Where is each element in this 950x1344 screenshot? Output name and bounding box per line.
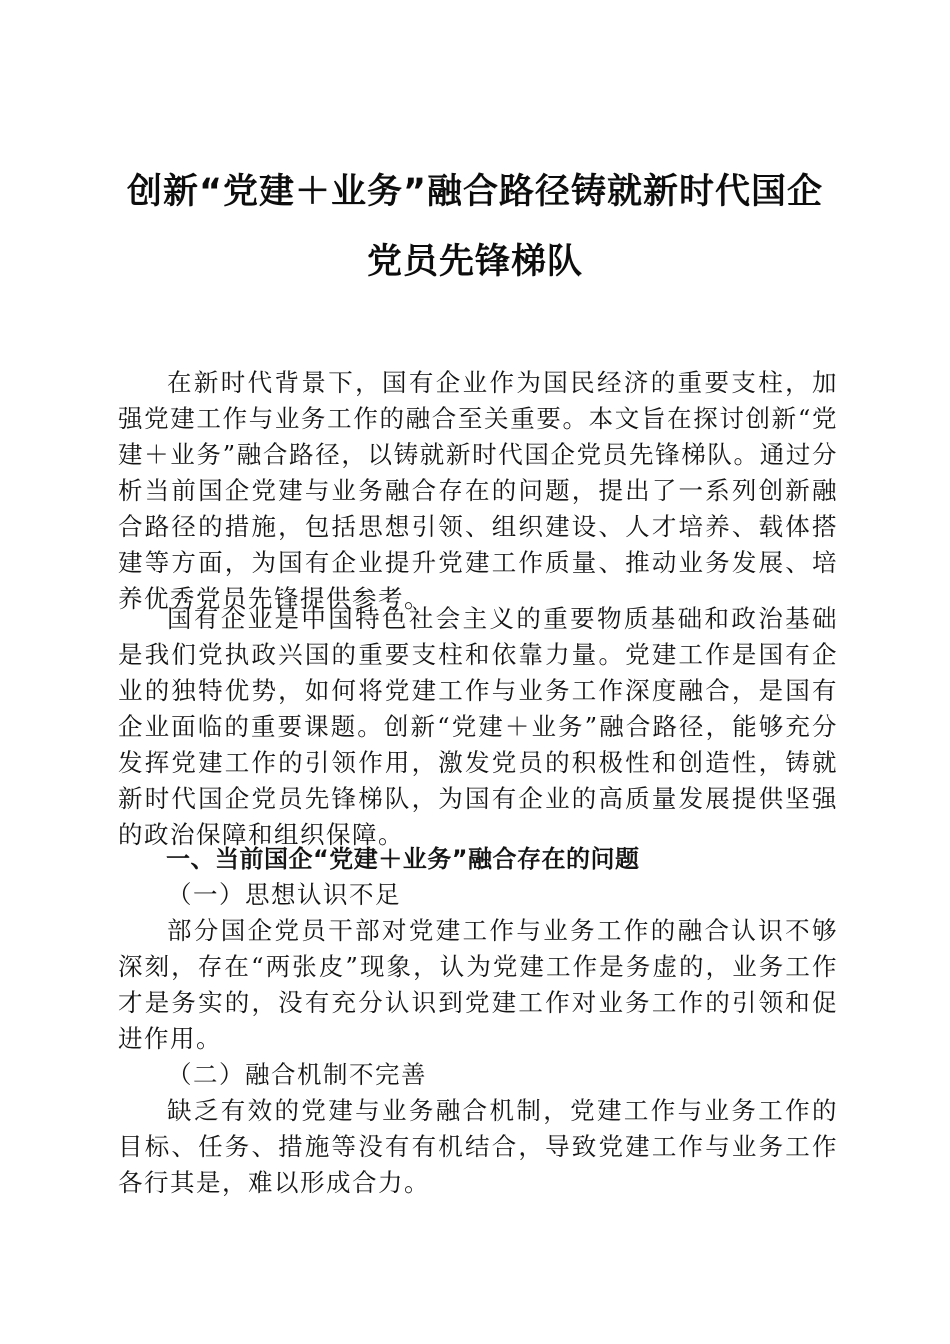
- subsection-2-paragraph: 缺乏有效的党建与业务融合机制，党建工作与业务工作的目标、任务、措施等没有有机结合，导致党建工作与业务工作各行其是，难以形成合力。: [118, 1096, 838, 1197]
- section-heading: 一、当前国企“党建＋业务”融合存在的问题: [166, 845, 640, 873]
- document-title-line-1: 创新“党建＋业务”融合路径铸就新时代国企: [126, 172, 823, 212]
- document-title-line-2: 党员先锋梯队: [366, 242, 583, 282]
- subsection-1-paragraph: 部分国企党员干部对党建工作与业务工作的融合认识不够深刻，存在“两张皮”现象，认为党建工作是务虚的，业务工作才是务实的，没有充分认识到党建工作对业务工作的引领和促进作用。: [118, 916, 838, 1053]
- intro-paragraph: 国有企业是中国特色社会主义的重要物质基础和政治基础是我们党执政兴国的重要支柱和依靠力量。党建工作是国有企业的独特优势，如何将党建工作与业务工作深度融合，是国有企业面临的重要课题。创新“党建＋业务”融合路径，能够充分发挥党建工作的引领作用，激发党员的积极性和创造性，铸就新时代国企党员先锋梯队，为国有企业的高质量发展提供坚强的政治保障和组织保障。: [118, 604, 838, 849]
- document-body: [118, 365, 838, 1201]
- subsection-heading-1: （一）思想认识不足: [167, 880, 401, 909]
- abstract-paragraph: 在新时代背景下，国有企业作为国民经济的重要支柱，加强党建工作与业务工作的融合至关重要。本文旨在探讨创新“党建＋业务”融合路径，以铸就新时代国企党员先锋梯队。通过分析当前国企党建与业务融合存在的问题，提出了一系列创新融合路径的措施，包括思想引领、组织建设、人才培养、载体搭建等方面，为国有企业提升党建工作质量、推动业务发展、培养优秀党员先锋提供参考。: [118, 368, 838, 613]
- subsection-heading-2: （二）融合机制不完善: [167, 1060, 427, 1089]
